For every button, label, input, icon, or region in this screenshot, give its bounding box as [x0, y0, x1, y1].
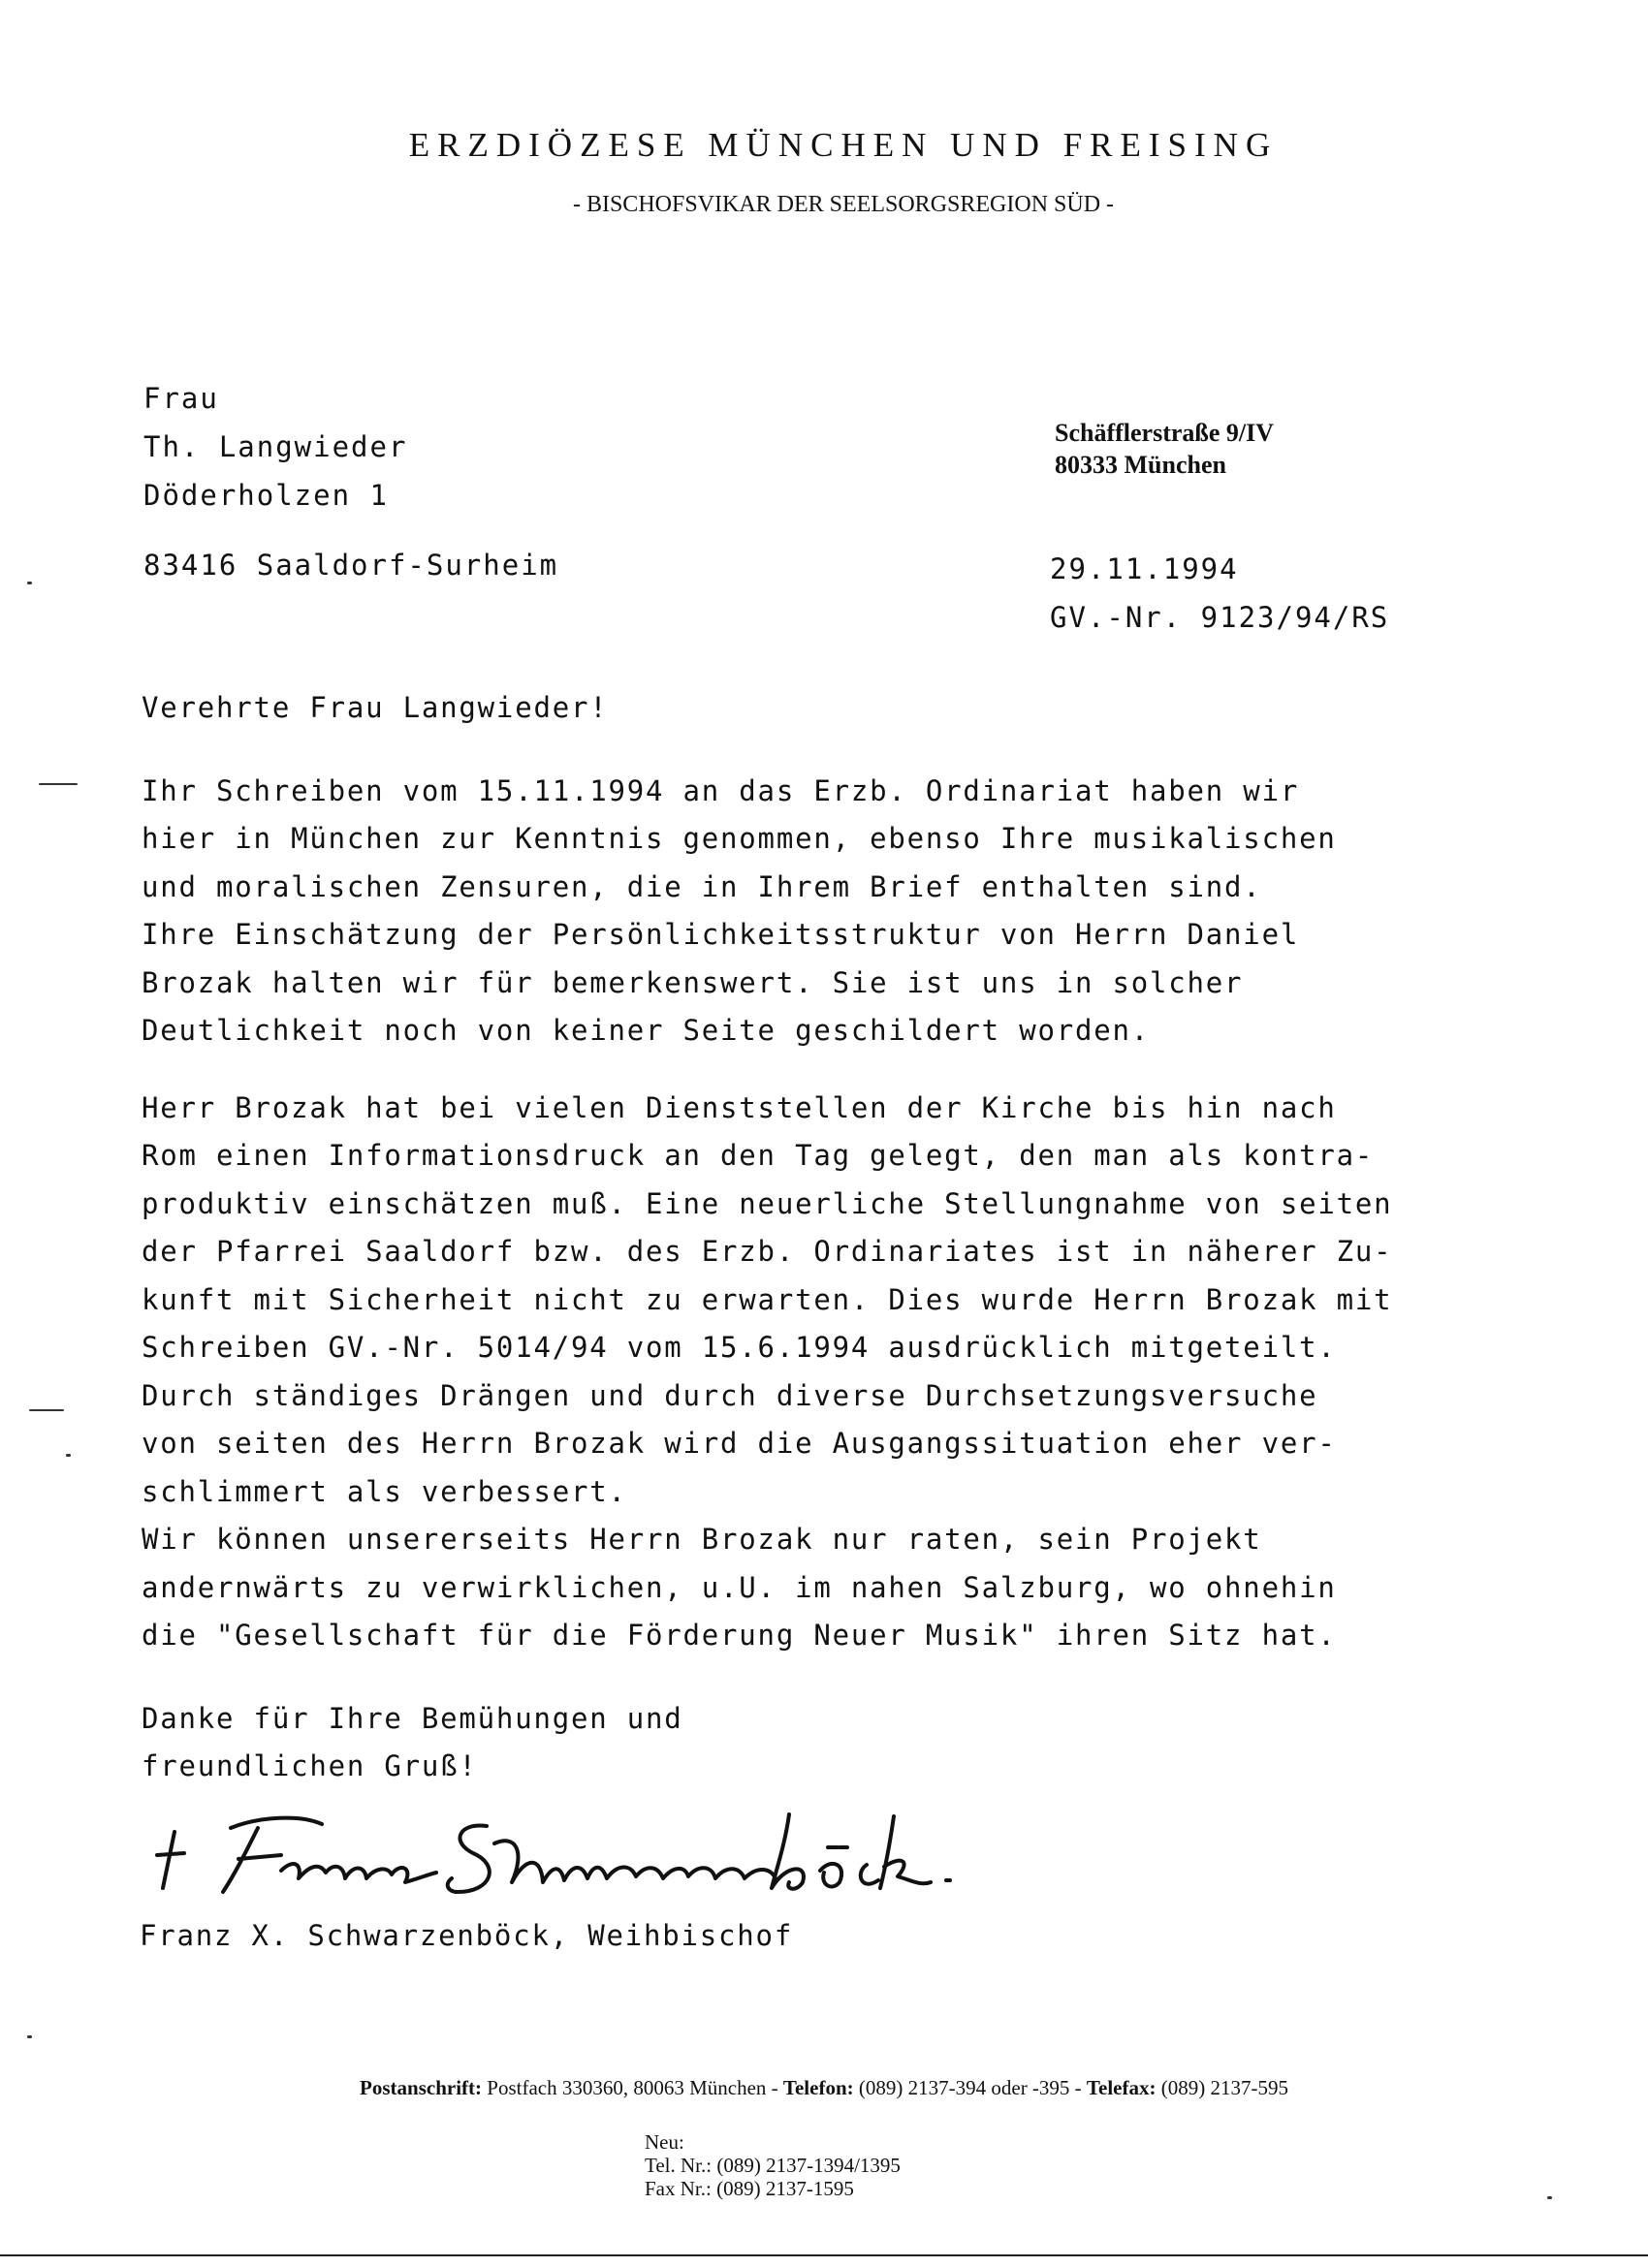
greeting: Verehrte Frau Langwieder! — [142, 691, 609, 724]
reference-number: GV.-Nr. 9123/94/RS — [1050, 601, 1390, 634]
postal-label: Postanschrift: — [360, 2076, 483, 2099]
body-line: Deutlichkeit noch von keiner Seite geschildert worden. — [142, 1014, 1151, 1047]
body-line: kunft mit Sicherheit nicht zu erwarten. Dies wurde Herrn Brozak mit — [142, 1282, 1393, 1316]
handwritten-signature — [145, 1795, 1115, 1902]
body-line: Ihre Einschätzung der Persönlichkeitsstruktur von Herrn Daniel — [142, 918, 1300, 951]
fax-label: Telefax: — [1086, 2076, 1157, 2099]
scan-speck — [1547, 2196, 1552, 2199]
body-line: der Pfarrei Saaldorf bzw. des Erzb. Ordinariates ist in näherer Zu- — [142, 1235, 1393, 1268]
paragraph-1 — [142, 768, 1518, 1055]
phone-value: (089) 2137-394 oder -395 - — [858, 2076, 1087, 2099]
body-line: Brozak halten wir für bemerkenswert. Sie ist uns in solcher — [142, 965, 1244, 999]
body-line: schlimmert als verbessert. — [142, 1474, 627, 1508]
scan-speck — [66, 1454, 71, 1457]
signature-drawing — [145, 1795, 1115, 1902]
paragraph-2 — [142, 1085, 1518, 1660]
footer-new-numbers — [645, 2130, 901, 2200]
recipient-city: 83416 Saaldorf-Surheim — [143, 549, 559, 582]
fax-value: (089) 2137-595 — [1160, 2076, 1288, 2099]
phone-label: Telefon: — [782, 2076, 854, 2099]
sender-city: 80333 München — [1055, 451, 1226, 479]
bottom-scan-edge — [0, 2254, 1648, 2256]
body-line: Rom einen Informationsdruck an den Tag gelegt, den man als kontra- — [142, 1139, 1375, 1172]
letterhead-title: ERZDIÖZESE MÜNCHEN UND FREISING — [408, 126, 1279, 164]
body-line: die "Gesellschaft für die Förderung Neuer Musik" ihren Sitz hat. — [142, 1619, 1337, 1652]
closing-line: freundlichen Gruß! — [142, 1749, 478, 1782]
body-line: von seiten des Herrn Brozak wird die Ausgangssituation eher ver- — [142, 1427, 1337, 1460]
recipient-name: Th. Langwieder — [143, 430, 408, 463]
new-fax: Fax Nr.: (089) 2137-1595 — [645, 2177, 854, 2200]
recipient-street: Döderholzen 1 — [143, 479, 389, 512]
body-line: Wir können unsererseits Herrn Brozak nur raten, sein Projekt — [142, 1523, 1262, 1556]
letter-meta — [1050, 545, 1389, 642]
footer-contact — [0, 2076, 1648, 2100]
body-line: und moralischen Zensuren, die in Ihrem Brief enthalten sind. — [142, 869, 1262, 903]
body-line: Schreiben GV.-Nr. 5014/94 vom 15.6.1994 ausdrücklich mitgeteilt. — [142, 1331, 1337, 1364]
letterhead-subtitle: - BISCHOFSVIKAR DER SEELSORGSREGION SÜD - — [572, 192, 1115, 217]
scan-speck — [27, 2035, 32, 2038]
body-line: andernwärts zu verwirklichen, u.U. im nahen Salzburg, wo ohnehin — [142, 1570, 1337, 1604]
sender-address — [1055, 417, 1274, 481]
new-phone: Tel. Nr.: (089) 2137-1394/1395 — [645, 2154, 901, 2177]
body-line: hier in München zur Kenntnis genommen, ebenso Ihre musikalischen — [142, 822, 1337, 855]
body-line: Ihr Schreiben vom 15.11.1994 an das Erzb. Ordinariat haben wir — [142, 773, 1300, 807]
recipient-address — [143, 374, 558, 589]
sender-street: Schäfflerstraße 9/IV — [1055, 419, 1275, 447]
letter-date: 29.11.1994 — [1050, 552, 1239, 585]
closing-line: Danke für Ihre Bemühungen und — [142, 1701, 683, 1735]
signer-name: Franz X. Schwarzenböck, Weihbischof — [140, 1919, 794, 1952]
body-line: Herr Brozak hat bei vielen Dienststellen der Kirche bis hin nach — [142, 1090, 1337, 1124]
body-line: Durch ständiges Drängen und durch diverse Durchsetzungsversuche — [142, 1378, 1318, 1412]
scan-speck — [29, 1409, 64, 1411]
scan-speck — [27, 582, 32, 584]
letter-body — [142, 684, 1518, 1791]
body-line: produktiv einschätzen muß. Eine neuerliche Stellungnahme von seiten — [142, 1186, 1393, 1220]
recipient-salutation: Frau — [143, 382, 219, 415]
postal-value: Postfach 330360, 80063 München - — [487, 2076, 783, 2099]
closing — [142, 1695, 1518, 1791]
new-label: Neu: — [645, 2130, 684, 2154]
scan-speck — [39, 783, 78, 785]
letterhead — [0, 124, 1648, 219]
